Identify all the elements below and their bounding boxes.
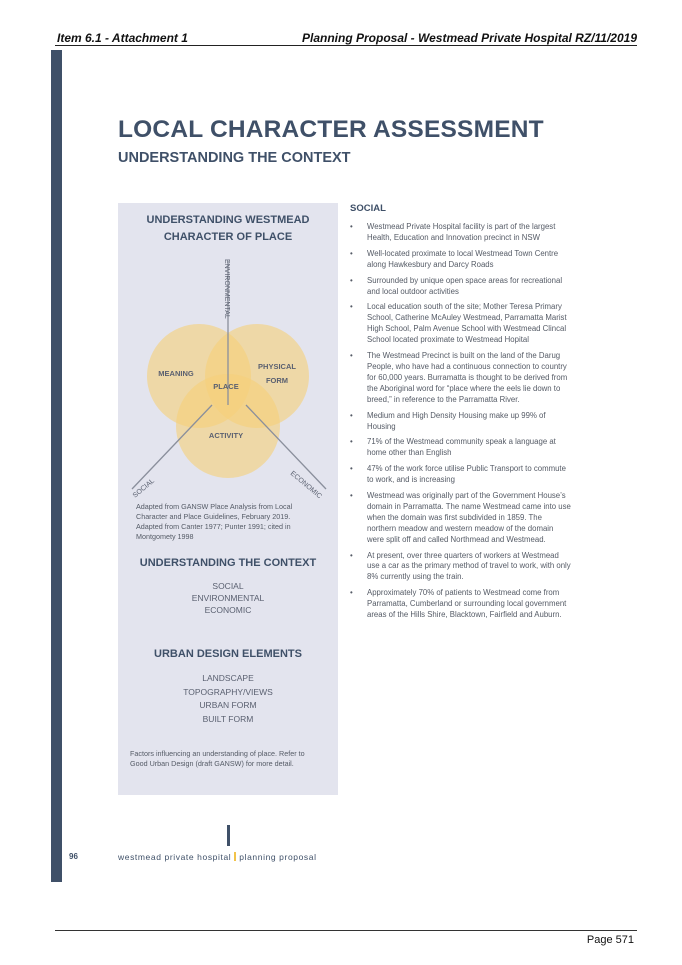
diagram-label-economic: ECONOMIC [288, 470, 323, 501]
social-bullet [350, 302, 572, 346]
panel-heading-urban-design: URBAN DESIGN ELEMENTS [154, 648, 302, 660]
bullet-marker: • [350, 222, 353, 231]
social-bullet [350, 491, 572, 546]
design-element-item: TOPOGRAPHY/VIEWS [183, 686, 273, 697]
page-side-bar [51, 50, 62, 882]
social-bullet-list [350, 222, 572, 626]
social-bullet [350, 437, 572, 459]
social-bullet [350, 276, 572, 298]
adapted-note [136, 502, 326, 542]
footer-brand-separator [234, 852, 236, 861]
document-page-number: 96 [69, 852, 78, 861]
panel-heading-character [118, 212, 338, 246]
bullet-marker: • [350, 351, 353, 361]
bullet-marker: • [350, 550, 353, 560]
social-bullet-text: The Westmead Precinct is built on the land of the Darug People, who have had a continuous connection to country for 60,000 years. Burramatta is thought to be derived from the Aboriginal word for “place where the eels lie down to breed,” in reference to the Parramatta River. [367, 351, 568, 404]
diagram-label-activity: ACTIVITY [208, 431, 244, 440]
design-element-item: BUILT FORM [202, 713, 254, 724]
footer-brand [118, 852, 317, 862]
social-bullet [350, 222, 572, 244]
social-bullet-text: Medium and High Density Housing make up 99% of Housing [367, 410, 546, 431]
social-bullet-text: Well-located proximate to local Westmead Town Centre along Hawkesbury and Darcy Roads [367, 248, 559, 269]
bullet-marker: • [350, 275, 353, 285]
diagram-label-social: SOCIAL [131, 477, 156, 500]
page-subtitle: UNDERSTANDING THE CONTEXT [118, 150, 351, 166]
page-label: Page 571 [586, 934, 634, 946]
adapted-note-line: Adapted from GANSW Place Analysis from Local [136, 502, 293, 511]
character-of-place-diagram [118, 253, 338, 523]
factors-note-line: Factors influencing an understanding of place. Refer to [130, 749, 305, 758]
adapted-note-line: Montgomety 1998 [136, 532, 194, 541]
social-bullet-text: Westmead Private Hospital facility is part of the largest Health, Education and Innovation precinct in NSW [367, 222, 556, 242]
social-bullet-text: At present, over three quarters of workers at Westmead use a car as the primary method of travel to work, with only 8% currently using the train. [367, 550, 571, 582]
diagram-label-environmental: ENVIRONMENTAL [223, 259, 230, 319]
panel-divider [227, 825, 230, 846]
bullet-marker: • [350, 248, 353, 258]
social-bullet [350, 588, 572, 621]
social-bullet [350, 351, 572, 406]
social-bullet-text: Local education south of the site; Mother Teresa Primary School, Catherine McAuley Westmead, Parramatta Marist High School, Palm Avenue School with Westmead Clincal School located proximate to Westmead Hopital [367, 302, 567, 345]
diagram-label-meaning: MEANING [158, 369, 194, 378]
social-bullet [350, 551, 572, 584]
social-bullet-text: 47% of the work force utilise Public Transport to commute to work, and is increasing [367, 464, 566, 485]
bullet-marker: • [350, 437, 353, 447]
social-bullet [350, 464, 572, 486]
header-document-title: Planning Proposal - Westmead Private Hospital RZ/11/2019 [302, 31, 637, 45]
social-bullet [350, 249, 572, 271]
bullet-marker: • [350, 410, 353, 420]
adapted-note-line: Adapted from Canter 1977; Punter 1991; cited in [136, 522, 291, 531]
adapted-note-line: Character and Place Guidelines, February 2019. [136, 512, 291, 521]
footer-rule [55, 930, 637, 931]
social-bullet-text: Approximately 70% of patients to Westmead come from Parramatta, Cumberland or surrounding local government areas of the Hills Shire, Blacktown, Fairfield and Auburn. [367, 588, 567, 620]
page-title: LOCAL CHARACTER ASSESSMENT [118, 116, 544, 143]
social-bullet-text: 71% of the Westmead community speak a language at home other than English [367, 437, 556, 458]
factors-note [130, 749, 330, 769]
context-item: ENVIRONMENTAL [191, 593, 265, 603]
design-element-item: URBAN FORM [199, 700, 257, 710]
footer-brand-doc: planning proposal [239, 852, 317, 862]
header-rule [55, 45, 637, 46]
social-bullet-text: Westmead was originally part of the Government House’s domain in Parramatta. The name Westmead came into use when the domain was first subdivided in 1859. The northern meadow and western meadow of the domain were split off and called Northmead and Westmead. [367, 491, 571, 544]
diagram-label-form: FORM [265, 376, 289, 385]
bullet-marker: • [350, 588, 353, 598]
panel-heading-line: UNDERSTANDING WESTMEAD [146, 214, 310, 226]
factors-note-line: Good Urban Design (draft GANSW) for more detail. [130, 759, 294, 768]
social-bullet-text: Surrounded by unique open space areas for recreational and local outdoor activities [367, 275, 563, 296]
bullet-marker: • [350, 464, 353, 474]
panel-heading-line: CHARACTER OF PLACE [163, 231, 293, 243]
context-panel [118, 203, 338, 795]
social-heading: SOCIAL [350, 203, 386, 214]
context-item: ECONOMIC [204, 605, 252, 615]
design-elements-list [118, 672, 338, 726]
footer-brand-name: westmead private hospital [118, 852, 232, 862]
bullet-marker: • [350, 491, 353, 501]
diagram-label-place: PLACE [213, 382, 239, 391]
context-list [118, 580, 338, 616]
context-item: SOCIAL [212, 581, 244, 591]
social-bullet [350, 411, 572, 433]
panel-heading-context: UNDERSTANDING THE CONTEXT [139, 557, 317, 569]
design-element-item: LANDSCAPE [202, 673, 254, 683]
header-attachment-label: Item 6.1 - Attachment 1 [57, 31, 188, 45]
diagram-label-physical: PHYSICAL [258, 362, 296, 371]
bullet-marker: • [350, 302, 353, 312]
